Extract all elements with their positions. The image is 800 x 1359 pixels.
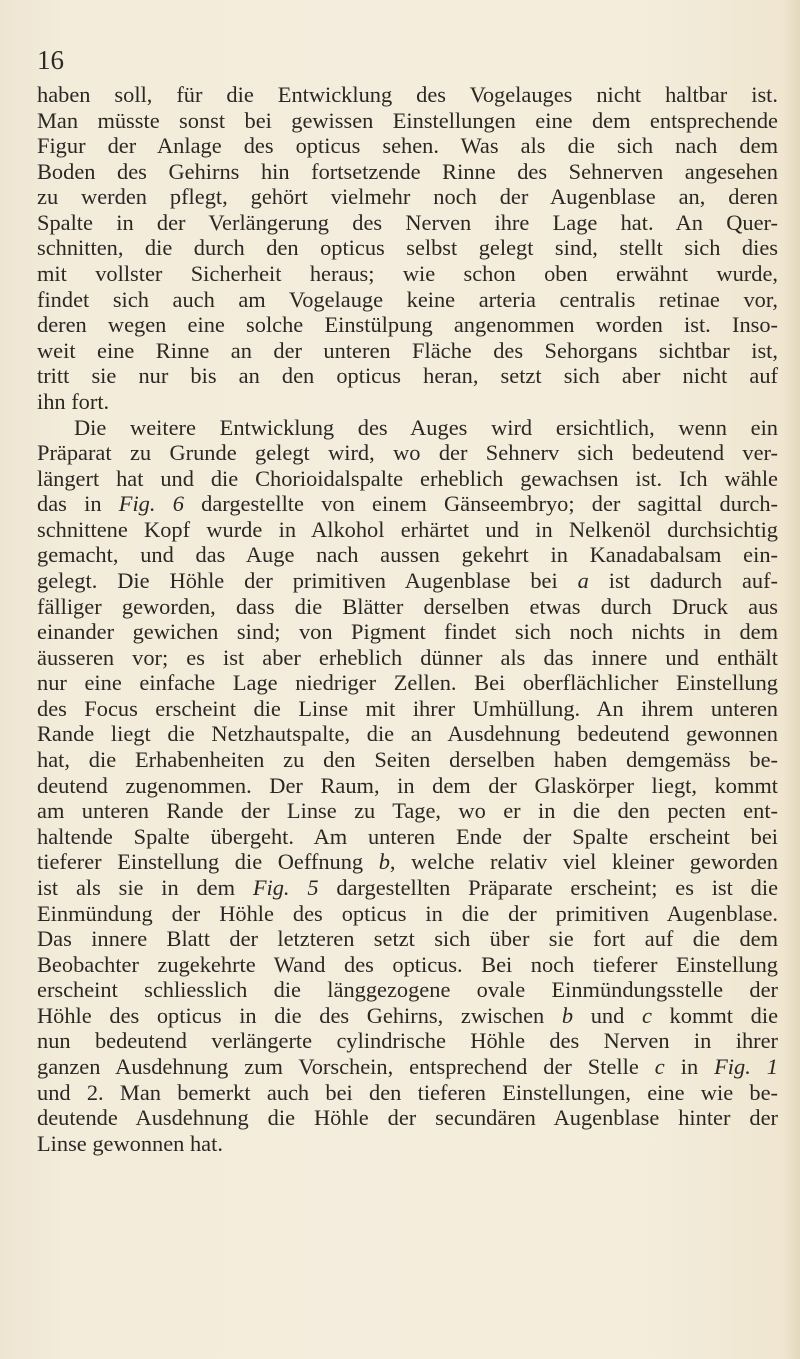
text-line: nur eine einfache Lage niedriger Zellen. Bei oberflächlicher Einstellung	[37, 670, 778, 696]
text-line: ganzen Ausdehnung zum Vorschein, entsprechend der Stelle c in Fig. 1	[37, 1053, 778, 1079]
text-line: Beobachter zugekehrte Wand des opticus. Bei noch tieferer Einstellung	[37, 951, 778, 977]
text-line: Präparat zu Grunde gelegt wird, wo der Sehnerv sich bedeutend ver-	[37, 440, 778, 466]
text-line: tritt sie nur bis an den opticus heran, setzt sich aber nicht auf	[37, 363, 778, 389]
text-line: am unteren Rande der Linse zu Tage, wo er in die den pecten ent-	[37, 798, 778, 824]
text-line: und 2. Man bemerkt auch bei den tieferen Einstellungen, eine wie be-	[37, 1079, 778, 1105]
text-line: findet sich auch am Vogelauge keine arteria centralis retinae vor,	[37, 286, 778, 312]
text-line: Boden des Gehirns hin fortsetzende Rinne des Sehnerven angesehen	[37, 158, 778, 184]
text-line: haltende Spalte übergeht. Am unteren Ende der Spalte erscheint bei	[37, 823, 778, 849]
text-line: Die weitere Entwicklung des Auges wird ersichtlich, wenn ein	[74, 414, 778, 440]
text-line: Das innere Blatt der letzteren setzt sich über sie fort auf die dem	[37, 926, 778, 952]
text-line: Spalte in der Verlängerung des Nerven ihre Lage hat. An Quer-	[37, 209, 778, 235]
figure-reference: Fig. 5	[252, 874, 319, 900]
text-line: Höhle des opticus in die des Gehirns, zwischen b und c kommt die	[37, 1002, 779, 1028]
text-line: fälliger geworden, dass die Blätter derselben etwas durch Druck aus	[37, 593, 778, 619]
figure-label: c	[641, 1002, 652, 1028]
text-line: Einmündung der Höhle des opticus in die der primitiven Augenblase.	[37, 900, 778, 926]
figure-label: b	[561, 1002, 574, 1028]
text-line: einander gewichen sind; von Pigment findet sich noch nichts in dem	[37, 619, 778, 645]
text-line: deutend zugenommen. Der Raum, in dem der Glaskörper liegt, kommt	[37, 772, 778, 798]
text-line: schnittene Kopf wurde in Alkohol erhärtet und in Nelkenöl durchsichtig	[37, 516, 778, 542]
text-line: weit eine Rinne an der unteren Fläche des Sehorgans sichtbar ist,	[37, 337, 778, 363]
text-line: zu werden pflegt, gehört vielmehr noch der Augenblase an, deren	[37, 184, 778, 210]
text-line: das in Fig. 6 dargestellte von einem Gänseembryo; der sagittal durch-	[37, 491, 778, 517]
text-line: erscheint schliesslich die länggezogene ovale Einmündungsstelle der	[37, 977, 778, 1003]
text-line: tieferer Einstellung die Oeffnung b, welche relativ viel kleiner geworden	[37, 849, 778, 875]
text-line: deutende Ausdehnung die Höhle der secundären Augenblase hinter der	[37, 1105, 778, 1131]
text-line: Figur der Anlage des opticus sehen. Was als die sich nach dem	[37, 133, 778, 159]
paragraph-2	[37, 415, 778, 1157]
page-edge-shadow	[784, 0, 800, 1359]
text-line: hat, die Erhabenheiten zu den Seiten derselben haben demgemäss be-	[37, 747, 778, 773]
body-text	[37, 82, 778, 1156]
text-line: Man müsste sonst bei gewissen Einstellungen eine dem entsprechende	[37, 107, 778, 133]
text-line: äusseren vor; es ist aber erheblich dünner als das innere und enthält	[37, 644, 778, 670]
text-line: mit vollster Sicherheit heraus; wie schon oben erwähnt wurde,	[37, 261, 778, 287]
text-line: des Focus erscheint die Linse mit ihrer Umhüllung. An ihrem unteren	[37, 695, 778, 721]
page-number: 16	[37, 45, 64, 75]
text-line: Linse gewonnen hat.	[37, 1130, 223, 1156]
text-line: ist als sie in dem Fig. 5 dargestellten Präparate erscheint; es ist die	[37, 874, 779, 900]
text-line: haben soll, für die Entwicklung des Vogelauges nicht haltbar ist.	[37, 82, 778, 107]
figure-label: b	[378, 849, 390, 875]
text-line: Rande liegt die Netzhautspalte, die an Ausdehnung bedeutend gewonnen	[37, 721, 778, 747]
text-line: gemacht, und das Auge nach aussen gekehrt in Kanadabalsam ein-	[37, 542, 778, 568]
figure-reference: Fig. 1	[714, 1053, 778, 1079]
text-line: gelegt. Die Höhle der primitiven Augenblase bei a ist dadurch auf-	[37, 567, 779, 593]
text-line: längert hat und die Chorioidalspalte erheblich gewachsen ist. Ich wähle	[37, 465, 778, 491]
text-line: nun bedeutend verlängerte cylindrische Höhle des Nerven in ihrer	[37, 1028, 778, 1054]
text-line: schnitten, die durch den opticus selbst gelegt sind, stellt sich dies	[37, 235, 778, 261]
text-line: ihn fort.	[37, 388, 110, 414]
paragraph-1	[37, 82, 778, 415]
figure-label: a	[577, 567, 589, 593]
figure-label: c	[654, 1053, 665, 1079]
text-line: deren wegen eine solche Einstülpung angenommen worden ist. Inso-	[37, 312, 778, 338]
figure-reference: Fig. 6	[118, 491, 184, 517]
